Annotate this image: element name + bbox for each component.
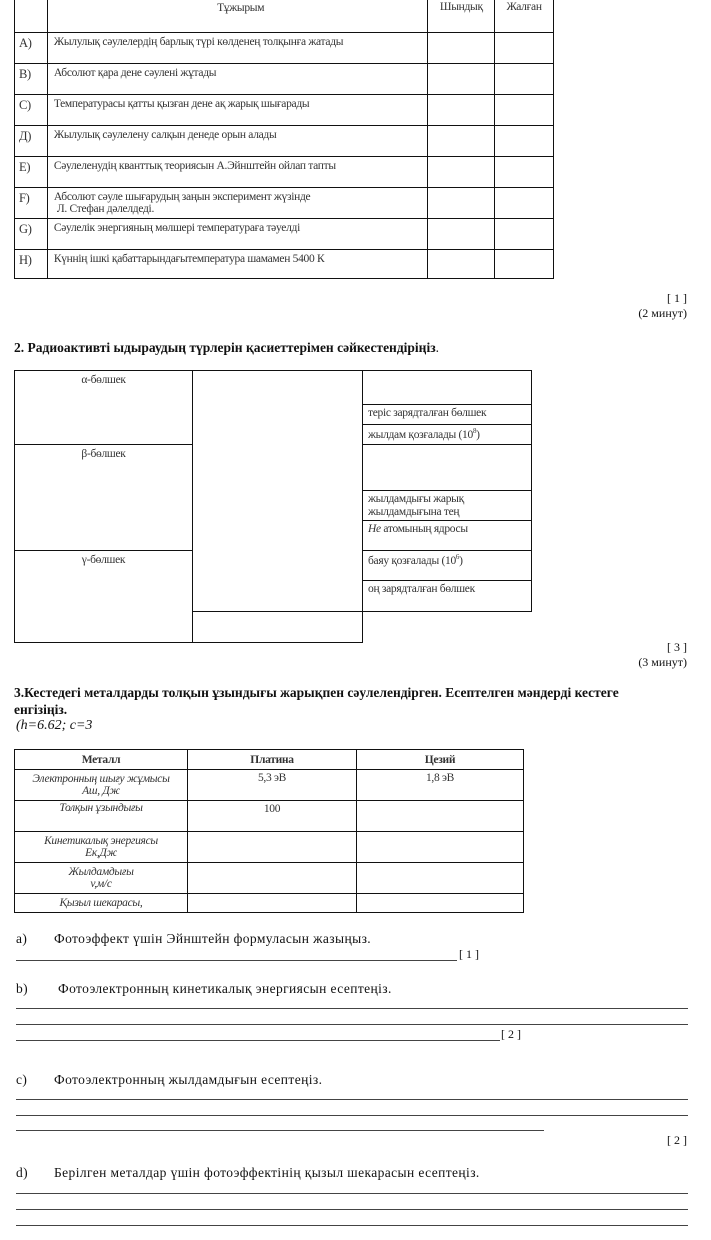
platinum-value[interactable] xyxy=(188,832,357,863)
header-cesium: Цезий xyxy=(357,750,524,770)
false-answer-cell[interactable] xyxy=(495,250,554,279)
time-note: (3 минут) xyxy=(638,655,687,669)
answer-line[interactable] xyxy=(16,1040,500,1041)
row-statement xyxy=(47,188,428,219)
property-light-speed-line2: жылдамдығына тең xyxy=(368,506,460,518)
answer-line[interactable] xyxy=(16,1209,688,1210)
false-answer-cell[interactable] xyxy=(495,157,554,188)
property-slow xyxy=(363,551,532,581)
row-label: G) xyxy=(15,219,48,250)
false-answer-cell[interactable] xyxy=(495,126,554,157)
row-heading: Қызыл шекарасы, xyxy=(15,894,188,913)
score-mark: [ 2 ] xyxy=(501,1027,521,1041)
statement-line-1: Абсолют сәуле шығарудың заңын эксперимент жүзінде xyxy=(53,191,311,203)
answer-line[interactable] xyxy=(16,1099,688,1100)
platinum-value[interactable] xyxy=(188,894,357,913)
question-d-text: Берілген металдар үшін фотоэффектінің қызыл шекарасын есептеңіз. xyxy=(54,1165,480,1180)
time-note: (2 минут) xyxy=(638,306,687,320)
true-answer-cell[interactable] xyxy=(428,188,495,219)
question-b-label: b) xyxy=(16,981,29,996)
cesium-value: 1,8 эВ xyxy=(357,770,524,801)
cesium-value[interactable] xyxy=(357,832,524,863)
beta-particle-cell: β-бөлшек xyxy=(15,445,193,551)
false-answer-cell[interactable] xyxy=(495,219,554,250)
property-empty xyxy=(193,611,363,642)
constants: (h=6.62; c=3 xyxy=(16,718,93,733)
answer-line[interactable] xyxy=(16,1115,688,1116)
header-false: Жалған xyxy=(495,0,554,33)
row-heading: Толқын ұзындығы xyxy=(15,801,188,832)
false-answer-cell[interactable] xyxy=(495,64,554,95)
property-fast-text: жылдам қозғалады (10 xyxy=(368,428,473,441)
true-answer-cell[interactable] xyxy=(428,250,495,279)
header-true: Шындық xyxy=(428,0,495,33)
row-statement: Күннің ішкі қабаттарындағытемпература шамамен 5400 К xyxy=(47,250,428,279)
true-answer-cell[interactable] xyxy=(428,64,495,95)
cesium-value[interactable] xyxy=(357,863,524,894)
platinum-value: 100 xyxy=(188,801,357,832)
row-label: Д) xyxy=(15,126,48,157)
answer-line[interactable] xyxy=(16,1024,688,1025)
property-empty xyxy=(363,371,532,405)
property-empty xyxy=(363,445,532,491)
true-answer-cell[interactable] xyxy=(428,33,495,64)
false-answer-cell[interactable] xyxy=(495,33,554,64)
header-platinum: Платина xyxy=(188,750,357,770)
row-label: С) xyxy=(15,95,48,126)
metals-table xyxy=(14,749,524,913)
row-heading xyxy=(15,770,188,801)
property-fast-exp: 8 xyxy=(472,427,477,435)
score-mark: [ 1 ] xyxy=(459,947,479,961)
question-a-label: a) xyxy=(16,931,28,946)
row-label: F) xyxy=(15,188,48,219)
table-row xyxy=(15,801,524,832)
score-mark: [ 2 ] xyxy=(667,1133,687,1147)
table-row xyxy=(15,832,524,863)
question-c xyxy=(16,1072,322,1088)
row-label: В) xyxy=(15,64,48,95)
property-light-speed-line1: жылдамдығы жарық xyxy=(368,493,464,505)
property-slow-exp: 6 xyxy=(455,553,460,561)
question-a xyxy=(16,931,371,947)
question-2-title: 2. Радиоактивті ыдыраудың түрлерін қасиеттерімен сәйкестендіріңіз. xyxy=(14,340,440,355)
matching-table xyxy=(14,370,532,643)
table-row xyxy=(15,894,524,913)
answer-line[interactable] xyxy=(16,1130,544,1131)
helium-symbol: Не xyxy=(368,523,381,535)
row-statement: Сәулелік энергияның мөлшері температураға тәуелді xyxy=(47,219,428,250)
row-statement: Температурасы қатты қызған дене ақ жарық шығарады xyxy=(47,95,428,126)
question-3-title-line2: енгізіңіз. xyxy=(14,702,68,717)
question-3-title-line1: 3.Кестедегі металдарды толқын ұзындығы жарықпен сәулелендірген. Есептелген мәндерді кестеге xyxy=(14,685,619,700)
true-answer-cell[interactable] xyxy=(428,219,495,250)
false-answer-cell[interactable] xyxy=(495,95,554,126)
row-heading-line1: Жылдамдығы xyxy=(68,866,134,878)
row-label: Е) xyxy=(15,157,48,188)
gamma-particle-cell: γ-бөлшек xyxy=(15,551,193,643)
row-statement: Сәулеленудің кванттық теориясын А.Эйнштейн ойлап тапты xyxy=(47,157,428,188)
question-d-label: d) xyxy=(16,1165,29,1180)
property-slow-end: ) xyxy=(459,554,463,567)
cesium-value[interactable] xyxy=(357,801,524,832)
property-slow-text: баяу қозғалады (10 xyxy=(368,554,456,567)
row-statement: Жылулық сәулелердің барлық түрі көлденең толқынға жатады xyxy=(47,33,428,64)
table-row xyxy=(15,126,554,157)
true-answer-cell[interactable] xyxy=(428,157,495,188)
property-negative: теріс зарядталған бөлшек xyxy=(363,405,532,425)
row-heading-line1: Электронның шығу жұмысы xyxy=(32,773,170,785)
answer-line[interactable] xyxy=(16,960,457,961)
question-a-text: Фотоэффект үшін Эйнштейн формуласын жазыңыз. xyxy=(54,931,372,946)
score-mark: [ 1 ] xyxy=(667,291,687,305)
cesium-value[interactable] xyxy=(357,894,524,913)
table-row xyxy=(15,219,554,250)
row-heading-line2: Аш, Дж xyxy=(82,785,120,797)
answer-line[interactable] xyxy=(16,1193,688,1194)
platinum-value: 5,3 эВ xyxy=(188,770,357,801)
alpha-particle-cell: α-бөлшек xyxy=(15,371,193,445)
question-3-title xyxy=(14,684,704,718)
question-c-label: c) xyxy=(16,1072,28,1087)
table-row xyxy=(15,863,524,894)
table-row xyxy=(15,770,524,801)
header-empty xyxy=(15,0,48,33)
table-row xyxy=(15,250,554,279)
row-statement: Абсолют қара дене сәулені жұтады xyxy=(47,64,428,95)
true-false-table xyxy=(14,0,554,279)
property-helium-text: атомының ядросы xyxy=(380,523,468,535)
row-heading xyxy=(15,832,188,863)
answer-line[interactable] xyxy=(16,1225,688,1226)
statement-line-2: Л. Стефан дәлелдеді. xyxy=(56,203,155,215)
question-b xyxy=(16,981,392,997)
false-answer-cell[interactable] xyxy=(495,188,554,219)
property-positive: оң зарядталған бөлшек xyxy=(363,581,532,611)
true-answer-cell[interactable] xyxy=(428,126,495,157)
property-helium xyxy=(363,521,532,551)
row-heading-line2: Ек,Дж xyxy=(85,847,117,859)
property-fast xyxy=(363,425,532,445)
header-metal: Металл xyxy=(15,750,188,770)
platinum-value[interactable] xyxy=(188,863,357,894)
question-b-text: Фотоэлектронның кинетикалық энергиясын есептеңіз. xyxy=(58,981,392,996)
table-row xyxy=(15,64,554,95)
header-statement: Тұжырым xyxy=(47,0,428,33)
matching-answer-area[interactable] xyxy=(193,371,363,612)
answer-line[interactable] xyxy=(16,1008,688,1009)
table-row xyxy=(15,33,554,64)
property-fast-end: ) xyxy=(476,428,480,441)
true-answer-cell[interactable] xyxy=(428,95,495,126)
row-label: А) xyxy=(15,33,48,64)
table-row xyxy=(15,188,554,219)
row-heading-line2: v,м/с xyxy=(90,878,112,890)
row-heading-line1: Кинетикалық энергиясы xyxy=(44,835,158,847)
row-statement: Жылулық сәулелену салқын денеде орын алады xyxy=(47,126,428,157)
table-row xyxy=(15,157,554,188)
property-light-speed xyxy=(363,491,532,521)
row-label: H) xyxy=(15,250,48,279)
question-c-text: Фотоэлектронның жылдамдығын есептеңіз. xyxy=(54,1072,323,1087)
question-2-title-text: 2. Радиоактивті ыдыраудың түрлерін қасиеттерімен сәйкестендіріңіз xyxy=(14,340,436,355)
question-d xyxy=(16,1165,480,1181)
score-mark: [ 3 ] xyxy=(667,640,687,654)
row-heading xyxy=(15,863,188,894)
table-row xyxy=(15,95,554,126)
